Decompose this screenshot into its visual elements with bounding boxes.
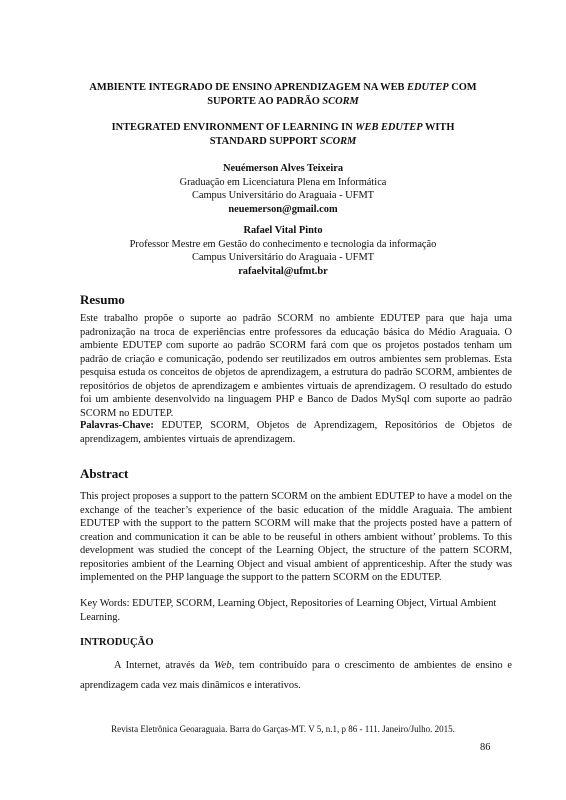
author-block-1 bbox=[60, 162, 506, 216]
journal-footer: Revista Eletrônica Geoaraguaia. Barra do Garças-MT. V 5, n.1, p 86 - 111. Janeiro/Julho. 2015. bbox=[111, 724, 455, 734]
resumo-keywords-text: EDUTEP, SCORM, Objetos de Aprendizagem, Repositórios de Objetos de aprendizagem, ambientes virtuais de aprendizagem. bbox=[80, 420, 512, 445]
abstract-keywords: Key Words: EDUTEP, SCORM, Learning Object, Repositories of Learning Object, Virtual Ambient Learning. bbox=[80, 598, 497, 623]
page-number: 86 bbox=[480, 742, 491, 753]
title-en-line2: STANDARD SUPPORT bbox=[209, 136, 320, 147]
title-pt-line1-italic: EDUTEP bbox=[407, 82, 449, 93]
title-en-line1-italic: WEB EDUTEP bbox=[355, 122, 423, 133]
author-2-degree: Professor Mestre em Gestão do conhecimento e tecnologia da informação bbox=[129, 238, 437, 250]
resumo-text: Este trabalho propõe o suporte ao padrão SCORM no ambiente EDUTEP para que haja uma padronização na troca de experiências entre professores da educação básica do Médio Araguaia. O ambiente EDUTEP com suporte ao padrão SCORM fará com que os projetos postados tenham um padrão de criação e comunicação, podendo ser reutilizados em outros ambientes sem problemas. Esta pesquisa estuda os conceitos de objetos de aprendizagem, a estrutura do padrão SCORM, ambientes de repositórios de objetos de aprendizagem e ambientes virtuais de aprendizagem. O resultado do estudo foi um ambiente desenvolvido na linguagem PHP e Banco de Dados MySql com suporte ao padrão SCORM no EDUTEP. bbox=[80, 313, 512, 419]
abstract-heading: Abstract bbox=[80, 466, 129, 481]
intro-text-before: A Internet, através da bbox=[114, 660, 215, 671]
title-pt-line1: AMBIENTE INTEGRADO DE ENSINO APRENDIZAGEM NA WEB bbox=[89, 82, 408, 93]
title-en-line1: INTEGRATED ENVIRONMENT OF LEARNING IN bbox=[111, 122, 356, 133]
resumo-keywords bbox=[80, 419, 512, 446]
title-en-line2-italic: SCORM bbox=[319, 136, 357, 147]
resumo-heading: Resumo bbox=[80, 292, 125, 307]
title-pt-line2: SUPORTE AO PADRÃO bbox=[207, 96, 323, 107]
title-pt-line1-end: COM bbox=[448, 82, 477, 93]
intro-text-italic: Web bbox=[214, 660, 232, 671]
introducao-heading: INTRODUÇÃO bbox=[80, 637, 154, 648]
title-en-line1-end: WITH bbox=[422, 122, 455, 133]
author-2-campus: Campus Universitário do Araguaia - UFMT bbox=[191, 252, 375, 264]
title-pt-line2-italic: SCORM bbox=[322, 96, 359, 107]
author-1-email: neuemerson@gmail.com bbox=[228, 203, 338, 215]
title-english bbox=[70, 121, 496, 149]
author-1-campus: Campus Universitário do Araguaia - UFMT bbox=[191, 190, 375, 202]
intro-text-after: , tem contribuído para o crescimento de ambientes de ensino e aprendizagem cada vez mais dinâmicos e interativos. bbox=[80, 660, 512, 691]
author-block-2 bbox=[60, 224, 506, 278]
author-2-email: rafaelvital@ufmt.br bbox=[238, 265, 328, 277]
author-1-degree: Graduação em Licenciatura Plena em Informática bbox=[179, 176, 387, 188]
introducao-text bbox=[80, 656, 512, 696]
author-2-name: Rafael Vital Pinto bbox=[243, 225, 323, 236]
resumo-keywords-label: Palavras-Chave: bbox=[80, 420, 154, 431]
abstract-text: This project proposes a support to the pattern SCORM on the ambient EDUTEP to have a model on the exchange of the teacher’s experience of the basic education of the middle Araguaia. The ambient EDUTEP with the support to the pattern SCORM will make that the projects posted have a pattern of creation and communication it can be able to be reuseful in others ambient without’ problems. To this development was studied the concept of the Learning Object, the structure of the pattern SCORM, repositories ambient of the Learning Object and visual ambient of apprenticeship. After the study was implemented on the PHP language the support to the pattern SCORM on the EDUTEP. bbox=[80, 491, 512, 583]
title-portuguese bbox=[70, 81, 496, 109]
author-1-name: Neuémerson Alves Teixeira bbox=[222, 163, 344, 174]
